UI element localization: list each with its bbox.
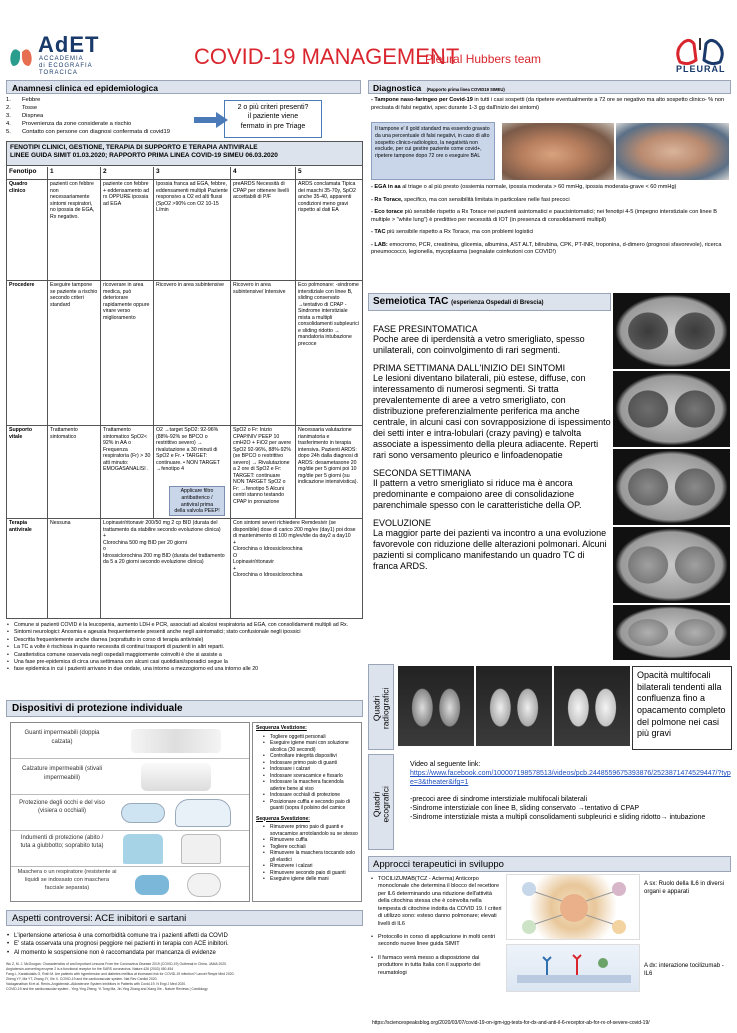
- adet-logo-line1: ACCADEMIA: [39, 56, 84, 62]
- gown-icon: [123, 834, 163, 864]
- note-item: • Comune si pazienti COVID è la leucopenia, aumento LDH e PCR, associati ad alcalosi respiratoria ad EGA, con consolidamenti multipli ad Rx.: [6, 622, 363, 629]
- ct-scan-image: [613, 527, 730, 603]
- semeiotica-text: FASE PRESINTOMATICA Poche aree di iperdensità a vetro smerigliato, spesso unilaterali, con coinvolgimento di rari segmenti. PRIMA SETTIMANA DALL'INIZIO DEI SINTOMI Le lesioni diventano bilaterali, più estese, diffuse, con interessamento di numerosi segmenti. Si tratta prevalentemente di aree a vetro smerigliato, con distribuzione preferenzialmente periferica ma anche centrale, in alcuni casi con sovrapposizione di ispessimento dei setti inter e intra-lobulari (crazy paving) e talvolta associate a ispessimento della pleura adiacente. Reperti rari sono versamento pleurico e linfoadenopatie SECONDA SETTIMANA Il pattern a vetro smerigliato si riduce ma è ancora predominante e compaiono aree di consolidazione parenchimale spesso con le caratteristiche della OP. EVOLUZIONE La maggior parte dei pazienti va incontro a una evoluzione favorevole con riduzione delle alterazioni polmonari. Alcuni pazienti si complicano manifestando un quadro TC di franca ARDS.: [373, 324, 611, 571]
- il6-organs-diagram: [506, 874, 640, 940]
- fenotipo-col-1: 1: [50, 168, 54, 175]
- swab-photo-2: [616, 123, 729, 180]
- diagnostica-list: [371, 184, 729, 257]
- il6-caption-2: A dx: interazione tocilizumab - IL6: [644, 963, 724, 978]
- anamnesi-item: 3. Dispnea: [6, 113, 44, 120]
- dpi-sequence: Sequenza Vestizione: • Togliere oggetti personali • Eseguire igiene mani con soluzione alcolica (30 secondi) • Controllare integrità dispositivi • Indossare primo paio di guanti • Indossare i calzari • Indossare sovracamice e fissarlo • Indossare la maschera facendola aderire bene al viso • Indossare occhiali di protezione • Posizionare cuffia e secondo paio di guanti (sopra il polsino del camice Sequenza Svestizione: • Rimuovere primo paio di guanti e sovracamice arrotolandolo su se stesso • Rimuovere cuffia • Togliere occhiali • Rimuovere la maschera toccando solo gli elastici • Rimuovere i calzari • Rimuovere secondo paio di guanti • Eseguire igiene delle mani: [252, 722, 362, 902]
- row-label-quadro: Quadro clinico: [9, 181, 28, 194]
- row-label-terapia: Terapia antivirale: [9, 520, 32, 533]
- supporto-cell: O2 →target SpO2: 92-96% (88%-92% se BPCO o restrittivo severo) → rivalutazione a 30 minuti di SpO2 e Fr. • TARGET: continuare. • NON TARGET →fenotipo 4: [156, 427, 220, 472]
- procedere-cell: Ricovero in area subintensive/ Intensive: [233, 282, 286, 295]
- filtro-callout: Applicare filtro antibatterico / antiviral prima della valvola PEEP!: [169, 486, 225, 516]
- quadro-cell: paziente con febbre + eddensamento ad rx OPPURE ipossia ad EGA: [103, 181, 150, 207]
- respirator-icon: [187, 873, 221, 897]
- dpi-row: Maschera o un respiratore (resistente ai liquidi se indossato con maschera facciale separata): [11, 867, 249, 902]
- xray-image: [476, 666, 552, 746]
- face-shield-icon: [175, 799, 231, 827]
- fenotipo-col-5: 5: [298, 168, 302, 175]
- boots-icon: [141, 763, 211, 791]
- note-item: • Descritta frequentemente anche diarrea (soprattutto in corso di terapia antivirale): [6, 637, 363, 644]
- gloves-icon: [131, 729, 221, 753]
- supporto-cell: Trattamento sintomatico SpO2< 92% in AA o Frequenza respiratoria (Fr) > 30 atti minuto: EMOGASANALISI .: [103, 427, 151, 472]
- quadro-cell: pazienti con febbre non necessariamente sintomi respiratori, no ipossia de EGA, Rx negativo.: [50, 181, 95, 220]
- approcci-list: • TOCILIZUMAB(TCZ - Acterma) Anticorpo monoclonale che determina il blocco del recettore per IL6 determinando una riduzione dell'attività della citochina stessa che è coinvolta nella tempesta di citochine indotta da COVID 19. I criteri di utilizzo sono: esteso danno polmonare; elevati livelli di IL6 • Protocollo in corso di applicazione in molti centri secondo nuove linee guida SIMIT • Il farmaco verrà messo a disposizione dai produttore in tutta Italia con il supporto dei reumatologi: [370, 876, 504, 977]
- xray-image: [398, 666, 474, 746]
- diag-item: - LAB: emocromo, PCR, creatinina, glicemia, albumina, AST ALT, bilirubina, CPK, PT-INR, troponina, d-dimero (prognosi sfavorevole), ricerca pneumococco, legionella, mycoplasma (segnalate coinfezioni con COVID!): [371, 241, 722, 256]
- aspetti-title: Aspetti controversi: ACE inibitori e sartani: [6, 910, 363, 926]
- video-link[interactable]: https://www.facebook.com/100007198578513/videos/pcb.2448559675393876/2523871474529447/?type=3&theater&ifg=1: [410, 770, 731, 787]
- supporto-cell: Trattamento sintomatico: [50, 427, 78, 440]
- ct-scan-image: [613, 293, 730, 369]
- approcci-title: Approcci terapeutici in sviluppo: [368, 856, 731, 872]
- supporto-cell: SpO2 o Fr: Inizio CPAP/NIV PEEP 10 cmH2O + FiO2 per avere SpO2 92-96%, 88%-92% (se BPCO o restrittivo severo) → Rivalutazione a 2 ore di SpO2 e Fr: TARGET: continuare NON TARGET SpO2 o Fr: →fenotipo 5 Alcuni centri stanno testando CPAP in pronazione: [233, 427, 292, 505]
- note-item: • La TC a volte è rischiosa in quanto necessita di continui trasporti di pazienti in altri reparti.: [6, 644, 363, 651]
- row-label-supporto: Supporto vitale: [9, 427, 33, 440]
- tampone-note: Il tampone e' il gold standard ma essendo gravato da una percentuale di falsi negativi, in caso di alto sospetto clinico-radiologico, la negatività non esclude, per cui gestire paziente come covid+, ripetere tampone dopo 72 ore o eseguire BAL: [371, 122, 495, 180]
- note-item: • Una fase pre-epidemica di circa una settimana con alcuni casi quotidiani/sporadici segue la: [6, 659, 363, 666]
- ct-scan-image: [613, 371, 730, 447]
- dpi-title: Dispositivi di protezione individuale: [6, 700, 363, 717]
- procedere-cell: Eseguire tampone se paziente a rischio secondo criteri standard: [50, 282, 98, 308]
- pleural-lungs-icon: [672, 36, 728, 66]
- xray-image: [554, 666, 630, 746]
- ecografici-label: Quadri ecografici: [368, 754, 394, 850]
- adet-logo: [8, 32, 118, 78]
- procedere-cell: ricoverare in area medica, può deteriorare rapidamente oppure virare verso miglioramento: [103, 282, 150, 321]
- ct-scan-image: [613, 449, 730, 525]
- poster-title: COVID-19 MANAGEMENT: [194, 44, 460, 69]
- ecografici-content: Video al seguente link: https://www.facebook.com/100007198578513/videos/pcb.2448559675393876/2523871474529447/?type=3&theater&ifg=1 -precoci aree di sindrome interstiziale multifocali bilaterali -Sindrome interstiziale con linee B, sliding conservato →tentativo di CPAP -Sindrome interstiziale mista a multipli consolidamenti subpleurici e sliding ridotto→ intubazione: [410, 761, 731, 822]
- diag-item: - TAC più sensibile rispetto a Rx Torace, ma con problemi logistici: [371, 229, 534, 236]
- terapia-fenotipo-2-3: Lopinavir/ritonavir 200/50 mg 2 cp BID (durata del trattamento da stabilire secondo evoluzione clinica) + Clorochina 500 mg BID per 20 giorni o Idrossiclorochina 200 mg BID (durata del trattamento da 5 a 20 giorni secondo evoluzione clinica): [103, 520, 225, 565]
- clinical-notes: [6, 622, 363, 674]
- anamnesi-item: 2. Tosse: [6, 105, 38, 112]
- fenotipo-col-3: 3: [156, 168, 160, 175]
- tampone-text: - Tampone naso-faringeo per Covid-19 in tutti i casi sospetti (da ripetere eventualmente a 72 ore se negativo ma alto sospetto clinico- % non precisata di falsi negativi, spec durante 1-3 gg dall'inizio dei sintomi): [371, 97, 725, 111]
- arrow-right-icon: [194, 112, 228, 133]
- note-item: • Caratteristica comune osservata negli ospedali maggiormente coinvolti è che si assiste a: [6, 652, 363, 659]
- anamnesi-item: 4. Provenienza da zone considerate a rischio: [6, 121, 132, 128]
- adet-logo-line3: TORACICA: [39, 70, 78, 76]
- adet-logo-line2: di ECOGRAFIA: [39, 63, 93, 69]
- quadro-cell: ARDS conclamata Tipica dei maschi 35-70y, SpO2 anche 35-40, apparenti condizioni meno gravi rispetto al dati EA: [298, 181, 356, 213]
- goggles-icon: [121, 803, 165, 823]
- radiografici-text: Opacità multifocali bilaterali tendenti alla confluenza fino a opacamento completo del polmone nei casi più gravi: [632, 666, 732, 750]
- anamnesi-title: Anamnesi clinica ed epidemiologica: [6, 80, 361, 94]
- dpi-row: Guanti impermeabili (doppia calzata): [11, 723, 249, 759]
- dpi-row: Protezione degli occhi e del viso (visiera o occhiali): [11, 795, 249, 831]
- lung-icon: [8, 38, 34, 68]
- quadro-cell: Ipossia franca ad EGA, febbre, eddensamenti multipli Paziente responsivo a O2 ed alti flussi (SpO2 >90% con O2 10-15 L/min: [156, 181, 228, 213]
- terapia-nessuna: Nessuna: [50, 520, 71, 526]
- supporto-cell: Necessaria valutazione rianimatoria e trasferimento in terapia intensiva. Pazienti ARDS: dopo 24h dalla diagnosi di ARDS: desametasone 20 mg/die per 5 giorni poi 10 mg/die per 5 giorni (su indicazione intensivistica).: [298, 427, 359, 485]
- source-url: https://sciencespeaksblog.org/2020/03/07/covid-19-on-igm-igg-tests-for-dx-and-anti-il-6-receptor-ab-for-rx-of-severe-covid-19/: [372, 1020, 650, 1026]
- vestizione-title: Sequenza Vestizione:: [256, 725, 307, 731]
- semeiotica-title: Semeiotica TAC (esperienza Ospedali di Brescia): [368, 293, 611, 311]
- adet-logo-title: AdET: [38, 32, 100, 57]
- aspetti-list: • L'ipertensione arteriosa è una comorbidità comune tra i pazienti affetti da COVID • E' stata osservata una prognosi peggiore nei pazienti in terapia con ACE inibitori. • Al momento le sospensione non è raccomandata per mancanza di evidenze: [6, 932, 363, 957]
- dpi-row: Indumenti di protezione (abito / tuta a giubbotto; soprabito tuta): [11, 831, 249, 867]
- il6-caption-1: A sx: Ruolo della IL6 in diversi organi e apparati: [644, 881, 725, 896]
- diagnostica-title: Diagnostica (Rapporto prima linea COVID19 SIMEU): [368, 80, 731, 94]
- terapia-fenotipo-4-5: Con sintomi severi richiedere Remdesivir (se disponibile) dose di carico 200 mg/ev (day1) poi dose di mantenimento di 100 mg/ev/die da day2 a day10 + Clorochina o Idrossiclorochina O Lopinavir/ritonavir + Clorochina o Idrossiclorochina: [233, 520, 356, 578]
- note-item: • fase epidemica in cui i pazienti arrivano in due ondate, una intorno a mezzogiorno ed una intorno alle 20: [6, 666, 363, 673]
- fenotipo-header: Fenotipo: [9, 168, 37, 175]
- fenotipi-section: [6, 141, 363, 619]
- pleural-logo: [672, 36, 728, 76]
- diag-item: - Rx Torace, specifico, ma con sensibilità limitata in particolare nelle fasi precoci: [371, 196, 570, 203]
- ct-scan-image: [613, 605, 730, 660]
- coverall-icon: [181, 834, 221, 864]
- pleural-logo-text: PLEURAL: [676, 64, 726, 74]
- svestizione-title: Sequenza Svestizione:: [256, 815, 310, 822]
- swab-photo-1: [502, 123, 614, 180]
- fenotipi-title: FENOTIPI CLINICI, GESTIONE, TERAPIA DI SUPPORTO E TERAPIA ANTIVIRALE LINEE GUIDA SIMIT 01.03.2020; RAPPORTO PRIMA LINEA COVID-19 SIMEU 06.03.2020: [7, 142, 362, 166]
- note-item: • Sintomi neurologici: Anosmia e ageusia frequentemente presenti anche negli asintomatici; stato confusionale negli ipossici: [6, 629, 363, 636]
- anamnesi-item: 1. Febbre: [6, 97, 41, 103]
- anamnesi-item: 5. Contatto con persone con diagnosi confermata di covid19: [6, 129, 170, 136]
- procedere-cell: Ricovero in area subintensive: [156, 282, 225, 288]
- tocilizumab-diagram: [506, 944, 640, 992]
- radiografici-label: Quadri radiografici: [368, 664, 394, 750]
- fenotipo-col-4: 4: [233, 168, 237, 175]
- diag-item: - Eco torace più sensibile rispetto a Rx Torace nei pazienti asintomatici e paucisintomatici; nei fenotipi 4-5 (impegno interstiziale con linee B multiple > "white lung") è predittivo per necessità di IOT (in presenza di consolidamenti multipli): [371, 209, 717, 223]
- dpi-row: Calzature impermeabili (stivali impermeabili): [11, 759, 249, 795]
- mask-icon: [135, 875, 169, 895]
- procedere-cell: Eco polmonare: -sindrome interstiziale con linee B, sliding conservato →tentativo di CPAP -Sindrome interstiziale mista a multipli consolidamenti subpleurici e sliding ridotto → mandatoria intubazione precoce: [298, 282, 359, 347]
- anamnesi-list: [6, 96, 206, 137]
- poster-subtitle: Pleural Hubbers team: [425, 52, 542, 66]
- fenotipo-col-2: 2: [103, 168, 107, 175]
- dpi-table: [10, 722, 250, 902]
- quadro-cell: preARDS Necessità di CPAP per ottenere livelli accettabili di P/F: [233, 181, 289, 200]
- aspetti-references: Wu Z, M. J. McGoogan. Characteristics of and Important Lessons From the Coronavirus Disease 2019 (COVID-19) Outbreak in China. JAMA 2020. Angiotensin-converting enzyme 2 is a functional receptor for the SARS coronavirus. Nature 426 (2003) 450-454 Fang L, Karakiulakis G, Roth M. Are patients with hypertension and diabetes mellitus at increased risk for COVID-19 infection? Lancet Respir Med 2020. Zheng YY, Ma YT, Zhang JY, Xie X. COVID-19 and the cardiovascular system. Nat Rev Cardiol 2020. Vaduganathan M et al. Renin–Angiotensin–Aldosterone System Inhibitors in Patients with Covid-19. N Engl J Med 2020. COVID-19 and the cardiovascular system - Ying-Ying Zheng, Yi-Tong Ma, Jin-Ying Zhang and Xiang Xie - Nature Reviews | Cardiology: [6, 962, 235, 991]
- triage-callout: 2 o più criteri presenti? il paziente viene fermato in pre Triage: [224, 100, 322, 138]
- diag-item: - EGA in aa al triage o al più presto (ossiemia normale, ipossia moderata > 60 mmHg, ipossia moderata-grave < 60 mmHg): [371, 184, 677, 190]
- row-label-procedere: Procedere: [9, 282, 35, 288]
